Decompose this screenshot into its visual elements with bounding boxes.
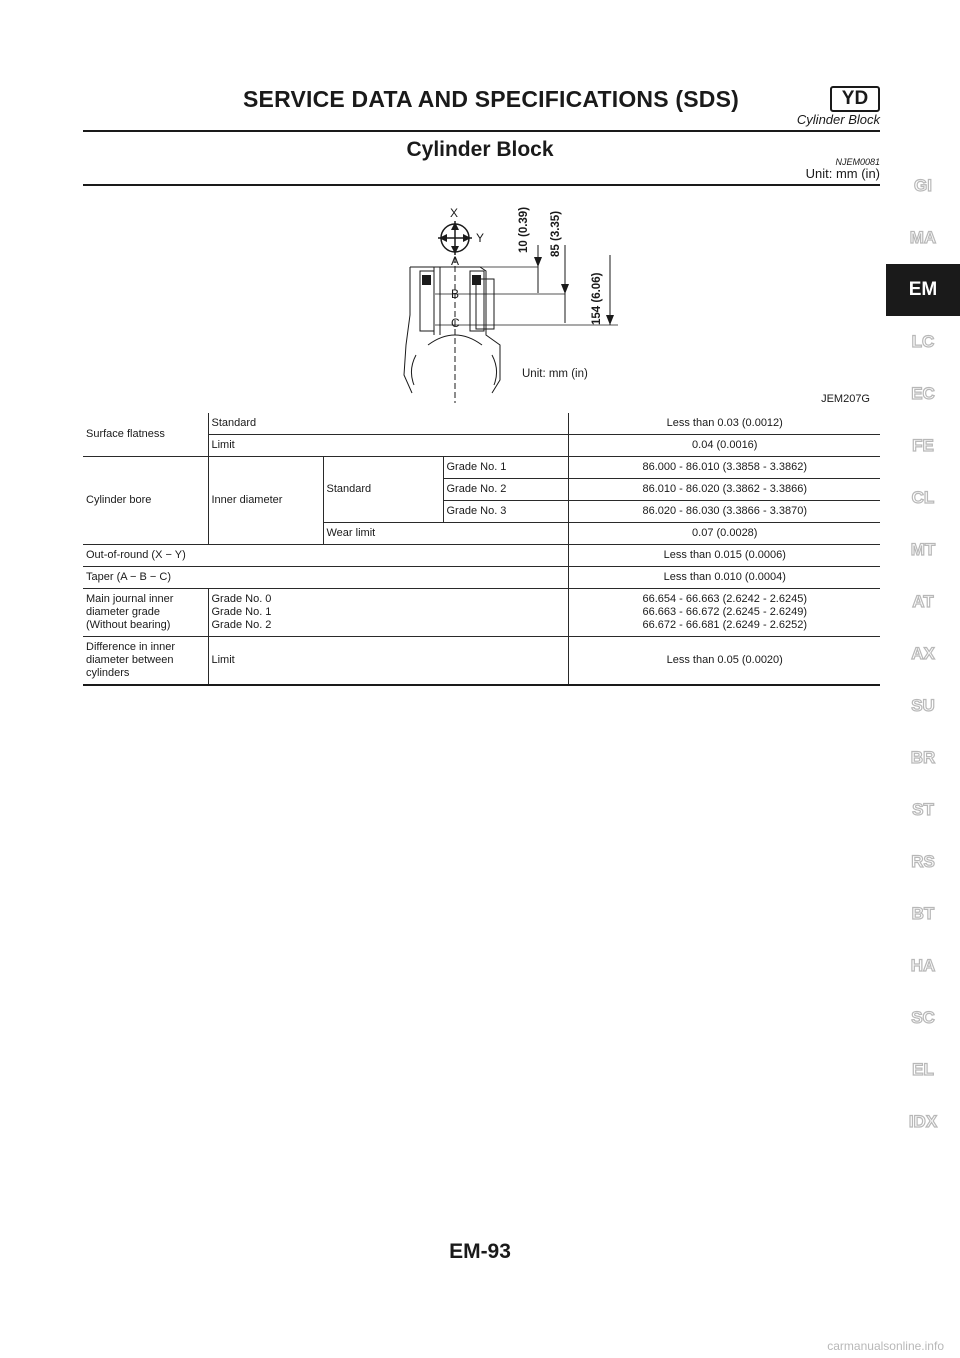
main-journal-line-3: (Without bearing) xyxy=(86,619,171,631)
label-c: C xyxy=(451,316,460,330)
cylinder-bore-label: Cylinder bore xyxy=(86,494,152,506)
tab-ha[interactable]: HA xyxy=(910,956,936,975)
tab-ax[interactable]: AX xyxy=(911,644,935,663)
dimension-85: 85 (3.35) xyxy=(550,210,562,257)
out-of-round-value: Less than 0.015 (0.0006) xyxy=(568,545,880,567)
bore-standard-label: Standard xyxy=(323,457,443,523)
section-tabs xyxy=(886,160,960,1148)
wear-limit-label: Wear limit xyxy=(323,523,568,545)
difference-line-1: Difference in inner xyxy=(86,641,176,653)
cylinder-block-diagram xyxy=(400,195,620,405)
label-b: B xyxy=(451,287,460,301)
tab-br[interactable]: BR xyxy=(910,748,936,767)
label-a: A xyxy=(451,254,460,268)
taper-value: Less than 0.010 (0.0004) xyxy=(568,567,880,589)
header-divider xyxy=(83,130,880,132)
engine-code-badge: YD xyxy=(830,86,880,112)
label-x: X xyxy=(450,206,459,220)
main-journal-line-1: Main journal inner xyxy=(86,593,174,605)
inner-diameter-label: Inner diameter xyxy=(208,457,323,545)
tab-idx[interactable]: IDX xyxy=(908,1112,938,1131)
table-row xyxy=(83,567,880,589)
tab-fe[interactable]: FE xyxy=(912,436,934,455)
header-subtitle: Cylinder Block xyxy=(796,112,880,127)
mj-grade0-label: Grade No. 0 xyxy=(211,593,272,605)
table-row xyxy=(83,457,880,479)
tab-ma[interactable]: MA xyxy=(909,228,937,247)
grade1-label: Grade No. 1 xyxy=(443,457,568,479)
tab-rs[interactable]: RS xyxy=(911,852,935,871)
taper-label: Taper (A − B − C) xyxy=(86,571,171,583)
tab-cl[interactable]: CL xyxy=(911,488,935,507)
header-title: SERVICE DATA AND SPECIFICATIONS (SDS) xyxy=(243,86,739,112)
mj-grade2-value: 66.672 - 66.681 (2.6249 - 2.6252) xyxy=(642,619,807,631)
tab-at[interactable]: AT xyxy=(912,592,934,611)
tab-ec[interactable]: EC xyxy=(911,384,935,403)
table-row xyxy=(83,637,880,686)
difference-line-3: cylinders xyxy=(86,667,130,679)
out-of-round-label: Out-of-round (X − Y) xyxy=(86,549,186,561)
figure-unit-label: Unit: mm (in) xyxy=(522,368,588,380)
difference-limit-label: Limit xyxy=(208,637,568,686)
tab-bt[interactable]: BT xyxy=(911,904,935,923)
wear-limit-value: 0.07 (0.0028) xyxy=(568,523,880,545)
main-journal-label xyxy=(83,589,208,637)
main-journal-grades xyxy=(208,589,568,637)
section-unit: Unit: mm (in) xyxy=(805,166,880,181)
mj-grade0-value: 66.654 - 66.663 (2.6242 - 2.6245) xyxy=(642,593,807,605)
tab-el[interactable]: EL xyxy=(912,1060,934,1079)
tab-su[interactable]: SU xyxy=(911,696,935,715)
surface-standard-value: Less than 0.03 (0.0012) xyxy=(568,413,880,435)
surface-flatness-label: Surface flatness xyxy=(86,428,165,440)
table-row xyxy=(83,545,880,567)
dimension-154: 154 (6.06) xyxy=(591,272,603,325)
tab-st[interactable]: ST xyxy=(912,800,934,819)
tab-em[interactable]: EM xyxy=(886,264,960,316)
grade1-value: 86.000 - 86.010 (3.3858 - 3.3862) xyxy=(568,457,880,479)
difference-label xyxy=(83,637,208,686)
grade3-label: Grade No. 3 xyxy=(443,501,568,523)
page-number: EM-93 xyxy=(449,1240,511,1263)
surface-limit-value: 0.04 (0.0016) xyxy=(568,435,880,457)
figure-code: JEM207G xyxy=(821,393,870,405)
grade3-value: 86.020 - 86.030 (3.3866 - 3.3870) xyxy=(568,501,880,523)
grade2-label: Grade No. 2 xyxy=(443,479,568,501)
mj-grade2-label: Grade No. 2 xyxy=(211,619,272,631)
main-journal-values xyxy=(568,589,880,637)
main-journal-line-2: diameter grade xyxy=(86,606,160,618)
table-row xyxy=(83,589,880,637)
section-code: NJEM0081 xyxy=(835,157,880,167)
mj-grade1-label: Grade No. 1 xyxy=(211,606,272,618)
dimension-10: 10 (0.39) xyxy=(518,206,530,253)
tab-sc[interactable]: SC xyxy=(911,1008,935,1027)
spec-table xyxy=(83,413,880,686)
section-title: Cylinder Block xyxy=(406,138,554,161)
table-row xyxy=(83,413,880,435)
section-divider xyxy=(83,184,880,186)
label-y: Y xyxy=(476,231,485,245)
tab-lc[interactable]: LC xyxy=(911,332,935,351)
tab-gi[interactable]: GI xyxy=(914,176,932,195)
surface-standard-label: Standard xyxy=(208,413,568,435)
grade2-value: 86.010 - 86.020 (3.3862 - 3.3866) xyxy=(568,479,880,501)
mj-grade1-value: 66.663 - 66.672 (2.6245 - 2.6249) xyxy=(642,606,807,618)
difference-value: Less than 0.05 (0.0020) xyxy=(568,637,880,686)
tab-mt[interactable]: MT xyxy=(910,540,936,559)
watermark: carmanualsonline.info xyxy=(827,1339,944,1353)
difference-line-2: diameter between xyxy=(86,654,174,666)
surface-limit-label: Limit xyxy=(208,435,568,457)
